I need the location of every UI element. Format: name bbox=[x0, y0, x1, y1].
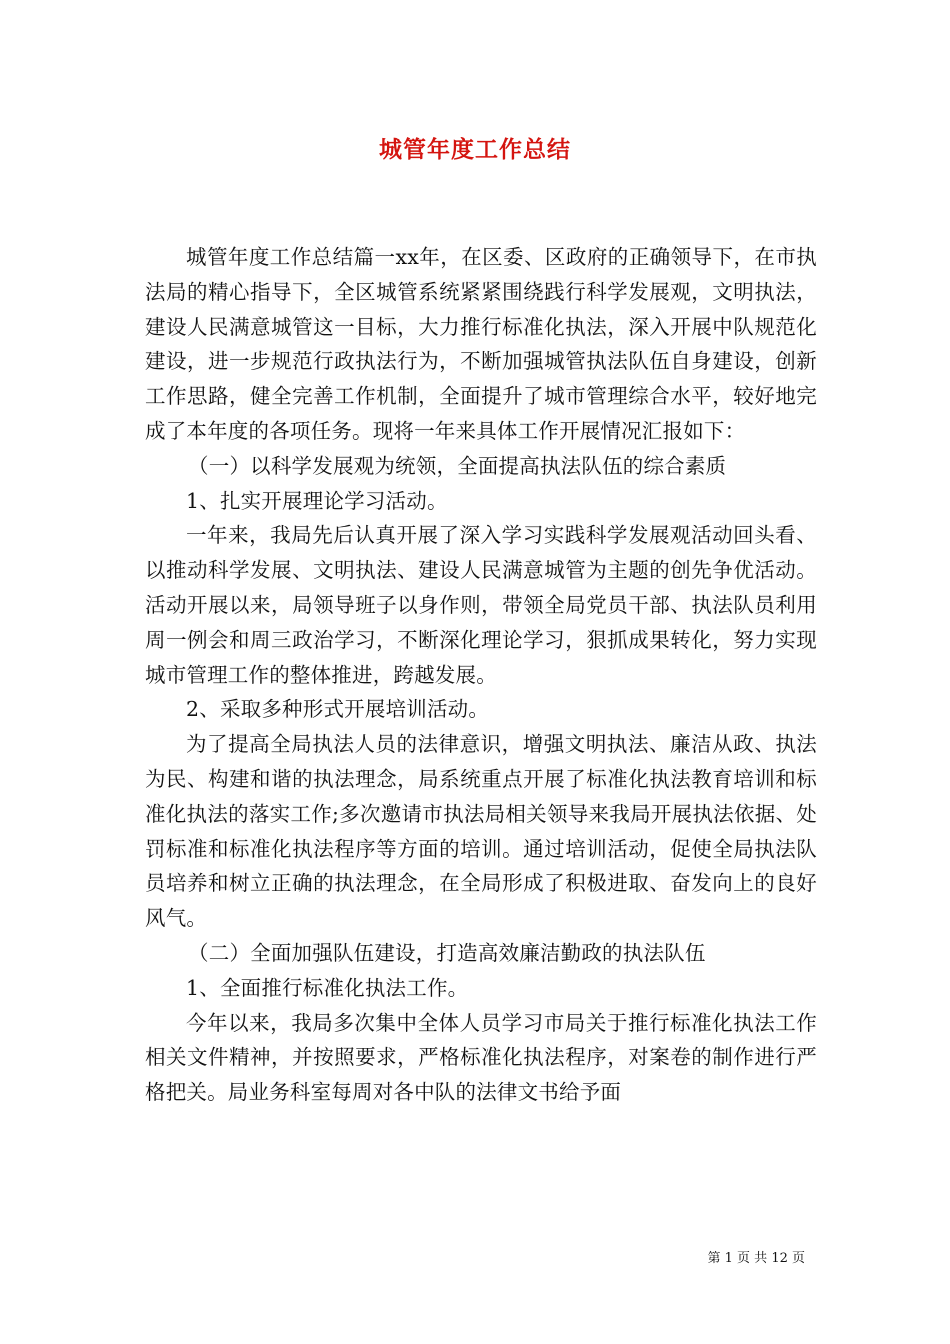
subheading-1-1: 1、扎实开展理论学习活动。 bbox=[186, 488, 448, 513]
paragraph-intro: 城管年度工作总结篇一xx年，在区委、区政府的正确领导下，在市执法局的精心指导下，全区城管系统紧紧围绕践行科学发展观，文明执法，建设人民满意城管这一目标，大力推行标准化执法，深入开展中队规范化建设，进一步规范行政执法行为，不断加强城管执法队伍自身建设，创新工作思路，健全完善工作机制，全面提升了城市管理综合水平，较好地完成了本年度的各项任务。现将一年来具体工作开展情况汇报如下： bbox=[145, 245, 817, 443]
document-title: 城管年度工作总结 bbox=[379, 136, 571, 163]
subheading-2-1: 1、全面推行标准化执法工作。 bbox=[186, 975, 469, 1000]
page-number-footer: 第 1 页 共 12 页 bbox=[707, 1251, 805, 1266]
paragraph-1-2: 为了提高全局执法人员的法律意识，增强文明执法、廉洁从政、执法为民、构建和谐的执法理念，局系统重点开展了标准化执法教育培训和标准化执法的落实工作;多次邀请市执法局相关领导来我局开展执法依据、处罚标准和标准化执法程序等方面的培训。通过培训活动，促使全局执法队员培养和树立正确的执法理念，在全局形成了积极进取、奋发向上的良好风气。 bbox=[145, 732, 817, 931]
section-heading-1: （一）以科学发展观为统领，全面提高执法队伍的综合素质 bbox=[188, 453, 727, 478]
subheading-1-2: 2、采取多种形式开展培训活动。 bbox=[186, 697, 490, 722]
document-body bbox=[145, 240, 817, 1110]
paragraph-2-1: 今年以来，我局多次集中全体人员学习市局关于推行标准化执法工作相关文件精神，并按照要求，严格标准化执法程序，对案卷的制作进行严格把关。局业务科室每周对各中队的法律文书给予面 bbox=[145, 1010, 817, 1105]
paragraph-1-1: 一年来，我局先后认真开展了深入学习实践科学发展观活动回头看、以推动科学发展、文明执法、建设人民满意城管为主题的创先争优活动。活动开展以来，局领导班子以身作则，带领全局党员干部、执法队员利用周一例会和周三政治学习，不断深化理论学习，狠抓成果转化，努力实现城市管理工作的整体推进，跨越发展。 bbox=[145, 523, 817, 687]
section-heading-2: （二）全面加强队伍建设，打造高效廉洁勤政的执法队伍 bbox=[188, 940, 706, 965]
